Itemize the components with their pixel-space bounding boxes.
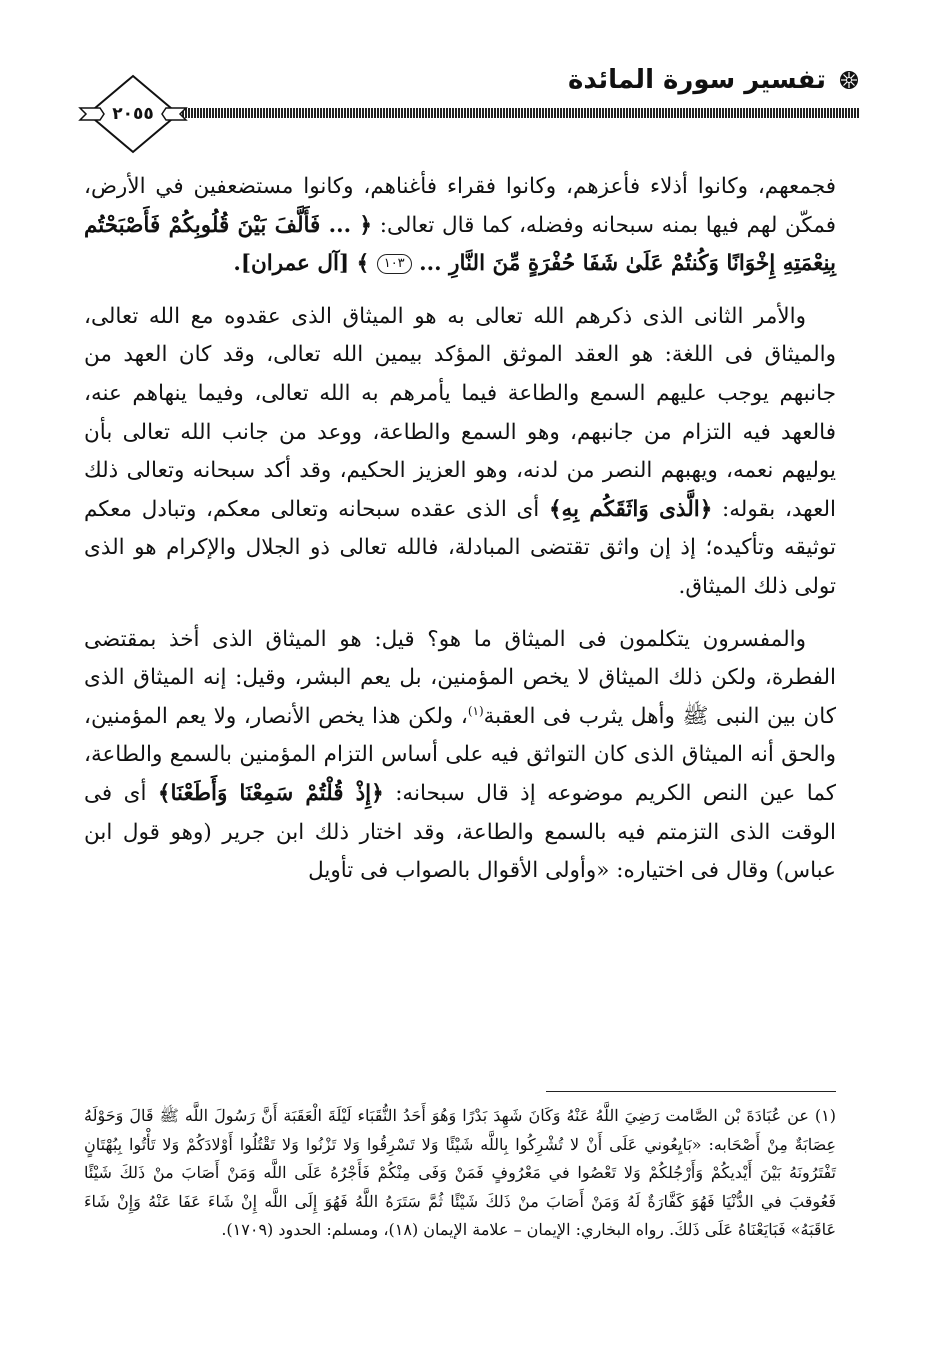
text-run: والأمر الثانى الذى ذكرهم الله تعالى به هو الميثاق الذى عقدوه مع الله تعالى، والميثاق فى اللغة: هو العقد الموثق المؤكد بيمين الله تعالى، وقد كان العهد من جانبهم يوجب عليهم السمع والطاعة فيما يأمرهم به الله تعالى، وفيما ينهاهم عنه، فالعهد فيه التزام من جانبهم، وهو السمع والطاعة، ووعد من جانب الله تعالى بأن يوليهم نعمه، ويهبهم النصر من لدنه، وهو العزيز الحكيم، وقد أكد سبحانه وتعالى ذلك العهد، بقوله: — [84, 303, 836, 522]
text-run: فجمعهم، وكانوا أذلاء فأعزهم، وكانوا فقراء فأغناهم، وكانوا مستضعفين في الأرض، فمكّن لهم فيها بمنه سبحانه وفضله، كما قال تعالى: — [84, 174, 837, 238]
page-number: ٢٠٥٥ — [112, 104, 154, 124]
paragraph — [84, 168, 836, 284]
page-header — [60, 56, 860, 166]
ayah-number-marker: ١٠٣ — [377, 254, 412, 274]
footnote-separator — [546, 1091, 836, 1092]
quran-quote: ﴿ ... فَأَلَّفَ بَيْنَ قُلُوبِكُمْ فَأَصْبَحْتُم بِنِعْمَتِهِ إِخْوَانًا وَكُنتُمْ عَلَىٰ شَفَا حُفْرَةٍ مِّنَ النَّارِ ... — [84, 212, 836, 277]
footnote-text: (١) عن عُبَادَةَ بْن الصَّامت رَضِيَ اللَّهُ عَنْهُ وَكَانَ شَهِدَ بَدْرًا وَهُوَ أَحَدُ النُّقَبَاء لَيْلَةَ الْعَقَبَة أَنَّ رَسُولَ اللَّه ﷺ قَالَ وَحَوْلَهُ عِصَابَةٌ مِنْ أَصْحَابه: «بَايِعُوني عَلَى أَنْ لا تُشْرِكُوا بِاللَّه شَيْئًا وَلا تَسْرِقُوا وَلا تَزْنُوا وَلا تَقْتُلُوا أَوْلادَكُمْ وَلا تَأْتُوا بِبُهْتَانٍ تَفْتَرُونَهُ بَيْنَ أَيْديكُمْ وَأَرْجُلكُمْ وَلا تَعْصُوا في مَعْرُوفٍ فَمَنْ وَفَى مِنْكُمْ فَأَجْرُهُ عَلَى اللَّه وَمَنْ أَصَابَ منْ ذَلكَ شَيْئًا فَعُوقبَ في الدُّنْيَا فَهُوَ كَفَّارَةٌ لَهُ وَمَنْ أَصَابَ منْ ذَلكَ شَيْئًا ثُمَّ سَتَرَهُ اللَّهُ فَهُوَ إِلَى اللَّه إِنْ شَاءَ عَفَا عَنْهُ وَإِنْ شَاءَ عَاقَبَهُ» فَبَايَعْنَاهُ عَلَى ذَلكَ. رواه البخاري: الإيمان – علامة الإيمان (١٨)، ومسلم: الحدود (١٧٠٩). — [84, 1106, 836, 1239]
quran-quote: ﴾ [آل عمران]. — [233, 251, 377, 277]
paragraph — [84, 621, 836, 891]
paragraph — [84, 298, 836, 607]
text-run: ، ولكن هذا يخص الأنصار، ولا يعم المؤمنين، والحق أنه الميثاق الذى كان التواثق فيه على أساس التزام المؤمنين بالسمع والطاعة، كما عين النص الكريم موضوعه إذ قال سبحانه: — [84, 703, 836, 806]
header-rule — [170, 108, 860, 118]
main-text — [84, 168, 836, 905]
footnote-reference: (١) — [467, 703, 484, 718]
quran-quote: ﴿الَّذى وَاثَقَكُم بِهِ﴾ — [548, 496, 713, 522]
flower-ornament-icon — [838, 69, 860, 91]
footnote — [84, 1102, 836, 1245]
text-run: والمفسرون يتكلمون فى الميثاق ما هو؟ قيل: هو الميثاق الذى أخذ بمقتضى الفطرة، ولكن ذلك الميثاق لا يخص المؤمنين، بل يعم البشر، وقيل: إنه الميثاق الذى كان بين النبى ﷺ وأهل يثرب فى العقبة — [84, 626, 837, 729]
text-run: أى الذى عقده سبحانه وتعالى معكم، وتبادل معكم توثيقه وتأكيده؛ إذ إن واثق تقتضى المبادلة، فالله تعالى ذو الجلال والإكرام هو الذى تولى ذلك الميثاق. — [84, 496, 836, 599]
text-run: أى فى الوقت الذى التزمتم فيه بالسمع والطاعة، وقد اختار ذلك ابن جرير (وهو قول ابن عباس) وقال فى اختياره: «وأولى الأقوال بالصواب فى تأويل — [84, 780, 836, 884]
header-title-group — [568, 60, 860, 100]
quran-quote: ﴿إِذْ قُلْتُمْ سَمِعْنَا وَأَطَعْنَا﴾ — [157, 780, 384, 806]
running-title: تفسير سورة المائدة — [567, 65, 826, 95]
page-number-badge — [78, 74, 188, 154]
